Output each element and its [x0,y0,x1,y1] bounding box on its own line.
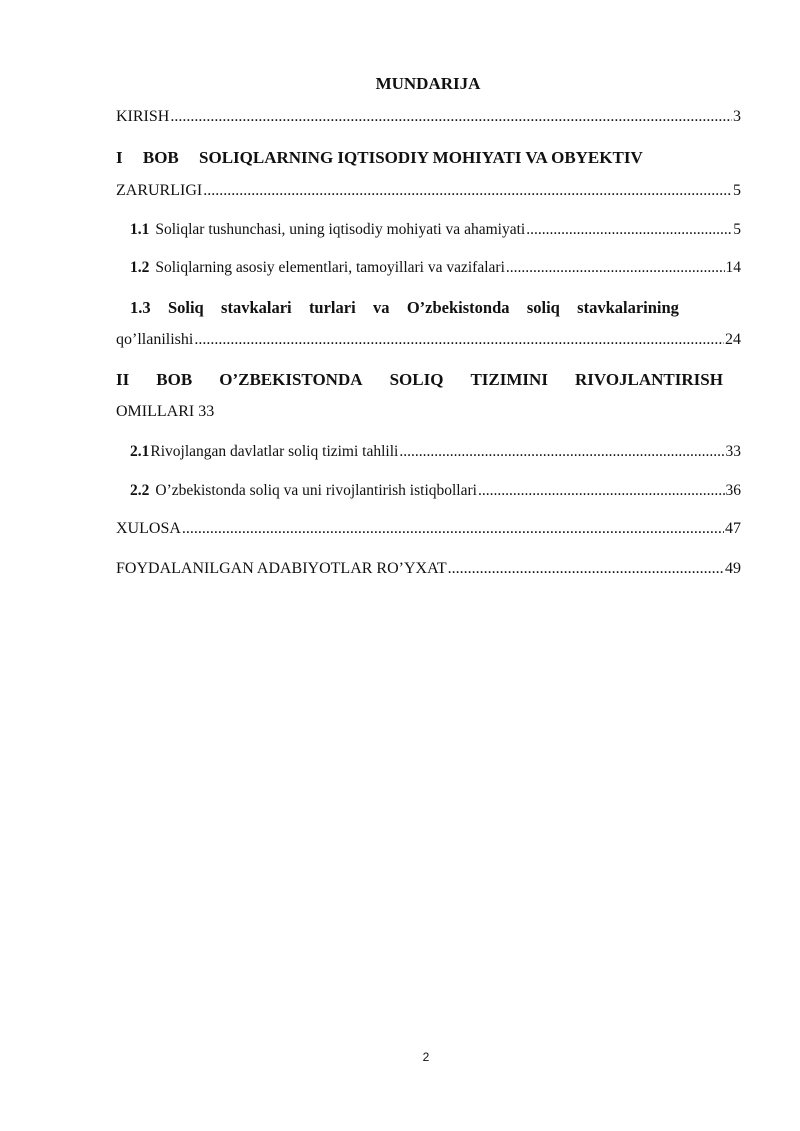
toc-entry-label: ZARURLIGI [116,182,203,199]
heading-word: RIVOJLANTIRISH [574,370,723,389]
section-1-3-heading [130,298,679,318]
section-number: 2.1 [130,443,150,460]
dot-leader [182,520,724,538]
chapter-2-heading [116,370,723,390]
dot-leader [194,331,724,349]
toc-page-number: 49 [725,560,741,577]
toc-entry-label: qo’llanilishi [116,331,194,348]
toc-entry-1-3[interactable] [116,331,741,349]
toc-title: MUNDARIJA [375,74,481,93]
section-number: 2.2 [130,482,150,499]
toc-page-number: 3 [733,108,741,125]
heading-word: stavkalarining [577,298,679,317]
dot-leader [478,482,725,500]
toc-page-number: 14 [725,259,741,276]
page-number: 2 [422,1050,430,1064]
toc-entry-1-1[interactable] [130,221,741,239]
toc-page-number: 47 [725,520,741,537]
toc-entry-label: FOYDALANILGAN ADABIYOTLAR RO’YXAT [116,560,447,577]
heading-word: stavkalari [221,298,292,317]
toc-page-number: 5 [733,182,741,199]
toc-entry-xulosa[interactable] [116,520,741,538]
dot-leader [399,443,724,461]
heading-word: SOLIQ [389,370,444,389]
toc-entry-kirish[interactable] [116,108,741,126]
toc-entry-label: Soliqlarning asosiy elementlari, tamoyillari va vazifalari [155,259,505,276]
chapter-bob: BOB [142,148,179,167]
chapter-roman: II [116,370,130,389]
toc-entry-1-2[interactable] [130,259,741,277]
toc-entry-2-2[interactable] [130,482,741,500]
toc-page-number: 36 [725,482,741,499]
chapter-1-heading [116,148,694,168]
section-number: 1.2 [130,259,150,276]
toc-page-number: 33 [725,443,741,460]
toc-page-number: 5 [733,221,741,238]
heading-word: BOB [156,370,193,389]
heading-word: turlari [308,298,356,317]
toc-entry-chapter-2[interactable]: OMILLARI 33 [116,403,215,420]
toc-entry-label: KIRISH [116,108,170,125]
heading-word: va [373,298,390,317]
toc-entry-adabiyotlar[interactable] [116,560,741,578]
heading-word: soliq [526,298,560,317]
toc-entry-label: Rivojlangan davlatlar soliq tizimi tahlili [150,443,399,460]
heading-word: TIZIMINI [470,370,548,389]
dot-leader [170,108,732,126]
toc-page-number: 24 [725,331,741,348]
chapter-title: SOLIQLARNING IQTISODIY MOHIYATI VA OBYEKTIV [199,148,643,167]
section-number: 1.1 [130,221,150,238]
heading-word: Soliq [167,298,204,317]
chapter-roman: I [116,148,123,167]
toc-entry-label: Soliqlar tushunchasi, uning iqtisodiy mohiyati va ahamiyati [155,221,526,238]
toc-entry-2-1[interactable] [130,443,741,461]
toc-entry-label: O’zbekistonda soliq va uni rivojlantirish istiqbollari [155,482,477,499]
heading-word: 1.3 [130,298,151,317]
toc-entry-label: XULOSA [116,520,181,537]
dot-leader [526,221,732,239]
heading-word: O’ZBEKISTONDA [219,370,363,389]
dot-leader [203,182,732,200]
dot-leader [448,560,724,578]
dot-leader [506,259,725,277]
heading-word: O’zbekistonda [406,298,510,317]
toc-entry-chapter-1[interactable] [116,182,741,200]
